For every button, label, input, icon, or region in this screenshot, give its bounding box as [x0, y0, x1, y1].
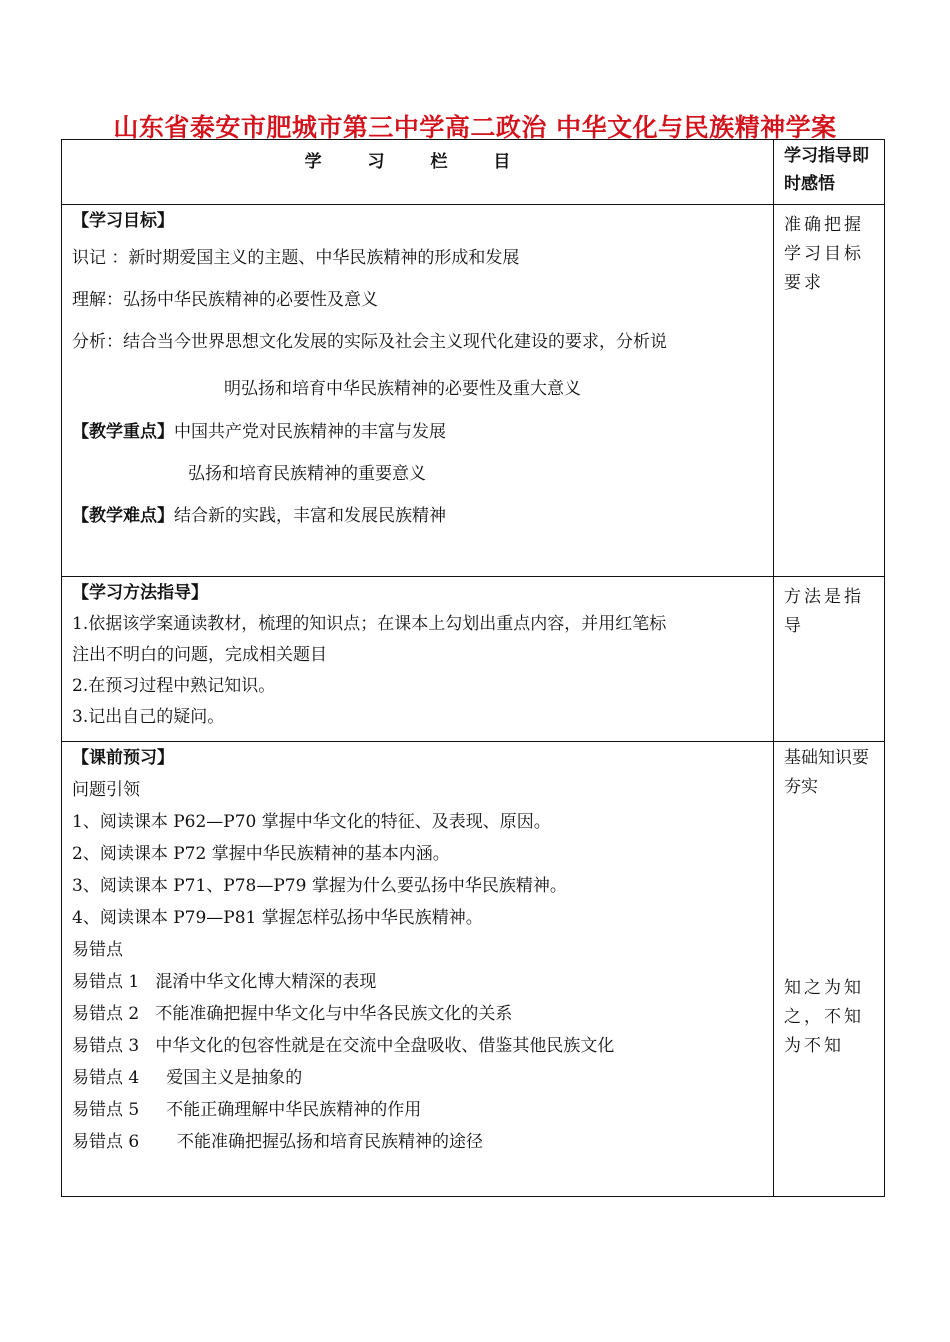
difficulty-label: 【教学难点】	[72, 506, 174, 526]
error-item: 易错点 6 不能准确把握弘扬和培育民族精神的途径	[72, 1132, 484, 1152]
goal-recall: 识记 ：新时期爱国主义的主题、中华民族精神的形成和发展	[72, 248, 520, 268]
errors-label: 易错点	[72, 940, 123, 960]
goals-heading: 【学习目标】	[72, 211, 174, 231]
question-item: 3、阅读课本 P71、P78—P79 掌握为什么要弘扬中华民族精神。	[72, 876, 567, 896]
difficulty-text: 结合新的实践，丰富和发展民族精神	[174, 506, 446, 526]
method-item-3: 3.记出自己的疑问。	[72, 707, 225, 727]
goal-understand: 理解：弘扬中华民族精神的必要性及意义	[72, 290, 378, 310]
preview-cell	[62, 742, 774, 1197]
question-item: 1、阅读课本 P62—P70 掌握中华文化的特征、及表现、原因。	[72, 812, 551, 832]
method-item-2: 2.在预习过程中熟记知识。	[72, 676, 276, 696]
goal-analyze-line1: 分析：结合当今世界思想文化发展的实际及社会主义现代化建设的要求，分析说	[72, 332, 667, 352]
methods-heading: 【学习方法指导】	[72, 583, 208, 603]
difficulty-row	[72, 495, 765, 537]
error-item: 易错点 2 不能准确把握中华文化与中华各民族文化的关系	[72, 1004, 513, 1024]
preview-row	[62, 742, 885, 1197]
error-item: 易错点 5 不能正确理解中华民族精神的作用	[72, 1100, 422, 1120]
error-item: 易错点 1 混淆中华文化博大精深的表现	[72, 972, 377, 992]
header-main: 学 习 栏 目	[62, 140, 774, 205]
header-side: 学习指导即时感悟	[774, 140, 885, 205]
table-header-row	[62, 140, 885, 205]
methods-row	[62, 577, 885, 742]
preview-side-note-2: 知之为知之，不知为不知	[784, 978, 864, 1056]
method-item-1a: 1.依据该学案通读教材，梳理的知识点；在课本上勾划出重点内容，并用红笔标	[72, 614, 667, 634]
preview-side-note-1: 基础知识要夯实	[784, 748, 869, 797]
method-item-1b: 注出不明白的问题，完成相关题目	[72, 645, 327, 665]
key-point-2: 弘扬和培育民族精神的重要意义	[188, 464, 426, 484]
page-title: 山东省泰安市肥城市第三中学高二政治 中华文化与民族精神学案	[113, 113, 837, 142]
error-item: 易错点 3 中华文化的包容性就是在交流中全盘吸收、借鉴其他民族文化	[72, 1036, 615, 1056]
goal-analyze-line2: 明弘扬和培育中华民族精神的必要性及重大意义	[224, 379, 581, 399]
guide-label: 问题引领	[72, 780, 140, 800]
methods-side-note: 方法是指导	[774, 577, 885, 742]
goals-row	[62, 205, 885, 577]
preview-heading: 【课前预习】	[72, 748, 174, 768]
goals-cell	[62, 205, 774, 577]
preview-side-cell	[774, 742, 885, 1197]
key-points-row	[72, 411, 765, 453]
methods-cell	[62, 577, 774, 742]
question-item: 4、阅读课本 P79—P81 掌握怎样弘扬中华民族精神。	[72, 908, 483, 928]
goals-side-note: 准确把握学习目标要求	[774, 205, 885, 577]
question-item: 2、阅读课本 P72 掌握中华民族精神的基本内涵。	[72, 844, 450, 864]
error-item: 易错点 4 爱国主义是抽象的	[72, 1068, 303, 1088]
key-point-1: 中国共产党对民族精神的丰富与发展	[174, 422, 446, 442]
key-points-label: 【教学重点】	[72, 422, 174, 442]
study-plan-table	[61, 139, 885, 1197]
